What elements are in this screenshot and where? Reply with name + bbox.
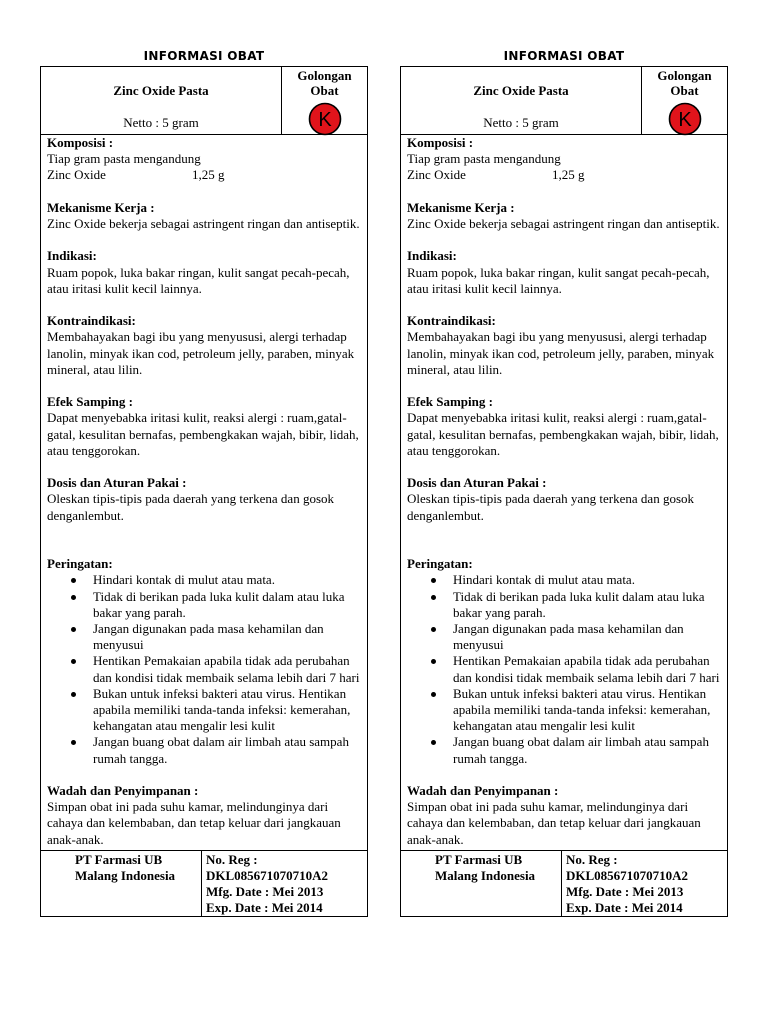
company-name: PT Farmasi UB (435, 851, 523, 867)
mekanisme-text: Zinc Oxide bekerja sebagai astringent ringan dan antiseptik. (47, 216, 360, 231)
reg-number: DKL085671070710A2 (206, 867, 329, 883)
product-name: Zinc Oxide Pasta (113, 83, 209, 98)
dosis-text: Oleskan tipis-tipis pada daerah yang terkena dan gosok denganlembut. (407, 491, 694, 523)
mekanisme-title: Mekanisme Kerja : (407, 199, 515, 215)
registration-cell (561, 851, 727, 916)
card-box (40, 66, 368, 917)
indikasi-title: Indikasi: (47, 248, 97, 264)
reg-label: No. Reg : (566, 851, 618, 867)
reg-number: DKL085671070710A2 (566, 867, 689, 883)
peringatan-item: Bukan untuk infeksi bakteri atau virus. Hentikan apabila memiliki tanda-tanda infeksi: kemerahan, kehangatan atau mengalir lesi kulit (47, 686, 361, 735)
mfg-date: Mfg. Date : Mei 2013 (566, 883, 684, 899)
golongan-cell (641, 67, 727, 134)
mekanisme-text: Zinc Oxide bekerja sebagai astringent ringan dan antiseptik. (407, 216, 720, 231)
komposisi-amount: 1,25 g (552, 167, 585, 183)
wadah-title: Wadah dan Penyimpanan : (47, 783, 199, 799)
product-netto: Netto : 5 gram (123, 115, 199, 130)
k-hard-drug-circle-icon (308, 102, 342, 136)
komposisi-line: Tiap gram pasta mengandung (47, 151, 201, 167)
company-location: Malang Indonesia (435, 867, 536, 883)
golongan-label-line1: Golongan (297, 68, 352, 83)
card-content (401, 135, 727, 850)
golongan-label-line2: Obat (670, 83, 699, 98)
info-card-left (40, 46, 368, 917)
card-footer (41, 850, 367, 916)
k-letter: K (677, 109, 692, 131)
komposisi-row (407, 167, 721, 183)
exp-date: Exp. Date : Mei 2014 (566, 899, 683, 915)
peringatan-item: Tidak di berikan pada luka kulit dalam atau luka bakar yang parah. (407, 589, 721, 621)
card-title: INFORMASI OBAT (143, 49, 265, 63)
indikasi-title: Indikasi: (407, 248, 457, 264)
company-location: Malang Indonesia (75, 867, 176, 883)
product-netto: Netto : 5 gram (483, 115, 559, 130)
peringatan-item: Hentikan Pemakaian apabila tidak ada perubahan dan kondisi tidak membaik selama lebih dari 7 hari (407, 653, 721, 685)
wadah-text: Simpan obat ini pada suhu kamar, melindunginya dari cahaya dan kelembaban, dan tetap keluar dari jangkauan anak-anak. (47, 799, 341, 847)
mfg-date: Mfg. Date : Mei 2013 (206, 883, 324, 899)
peringatan-list (47, 572, 361, 766)
peringatan-title: Peringatan: (47, 556, 113, 572)
peringatan-item: Hindari kontak di mulut atau mata. (47, 572, 361, 588)
peringatan-title: Peringatan: (407, 556, 473, 572)
peringatan-item: Bukan untuk infeksi bakteri atau virus. Hentikan apabila memiliki tanda-tanda infeksi: kemerahan, kehangatan atau mengalir lesi kulit (407, 686, 721, 735)
card-content (41, 135, 367, 850)
peringatan-item: Hindari kontak di mulut atau mata. (407, 572, 721, 588)
product-cell (41, 67, 281, 134)
golongan-cell (281, 67, 367, 134)
card-title: INFORMASI OBAT (503, 49, 625, 63)
k-hard-drug-circle-icon (668, 102, 702, 136)
card-header (401, 67, 727, 135)
indikasi-text: Ruam popok, luka bakar ringan, kulit sangat pecah-pecah, atau iritasi kulit kecil lainnya. (47, 264, 350, 296)
exp-date: Exp. Date : Mei 2014 (206, 899, 323, 915)
golongan-label (642, 68, 727, 98)
peringatan-list (407, 572, 721, 766)
peringatan-item: Jangan buang obat dalam air limbah atau sampah rumah tangga. (47, 734, 361, 766)
komposisi-row (47, 167, 361, 183)
efek-samping-title: Efek Samping : (407, 394, 493, 410)
company-cell (401, 851, 561, 916)
komposisi-line: Tiap gram pasta mengandung (407, 151, 561, 167)
mekanisme-title: Mekanisme Kerja : (47, 199, 155, 215)
dosis-text: Oleskan tipis-tipis pada daerah yang terkena dan gosok denganlembut. (47, 491, 334, 523)
kontraindikasi-title: Kontraindikasi: (47, 313, 136, 329)
dosis-title: Dosis dan Aturan Pakai : (407, 475, 547, 491)
peringatan-item: Hentikan Pemakaian apabila tidak ada perubahan dan kondisi tidak membaik selama lebih dari 7 hari (47, 653, 361, 685)
dosis-title: Dosis dan Aturan Pakai : (47, 475, 187, 491)
komposisi-item: Zinc Oxide (407, 167, 466, 183)
komposisi-item: Zinc Oxide (47, 167, 106, 183)
efek-samping-title: Efek Samping : (47, 394, 133, 410)
kontraindikasi-title: Kontraindikasi: (407, 313, 496, 329)
komposisi-title: Komposisi : (47, 135, 114, 150)
product-cell (401, 67, 641, 134)
company-cell (41, 851, 201, 916)
wadah-text: Simpan obat ini pada suhu kamar, melindunginya dari cahaya dan kelembaban, dan tetap keluar dari jangkauan anak-anak. (407, 799, 701, 847)
golongan-label-line1: Golongan (657, 68, 712, 83)
peringatan-item: Jangan digunakan pada masa kehamilan dan menyusui (407, 621, 721, 653)
indikasi-text: Ruam popok, luka bakar ringan, kulit sangat pecah-pecah, atau iritasi kulit kecil lainnya. (407, 264, 710, 296)
golongan-label (282, 68, 367, 98)
company-name: PT Farmasi UB (75, 851, 163, 867)
komposisi-title: Komposisi : (407, 135, 474, 150)
info-card-right (400, 46, 728, 917)
efek-samping-text: Dapat menyebabka iritasi kulit, reaksi alergi : ruam,gatal-gatal, kesulitan bernafas, pembengkakan wajah, bibir, lidah, atau tenggorokan. (407, 410, 719, 458)
card-header (41, 67, 367, 135)
card-footer (401, 850, 727, 916)
komposisi-amount: 1,25 g (192, 167, 225, 183)
golongan-label-line2: Obat (310, 83, 339, 98)
peringatan-item: Tidak di berikan pada luka kulit dalam atau luka bakar yang parah. (47, 589, 361, 621)
peringatan-item: Jangan buang obat dalam air limbah atau sampah rumah tangga. (407, 734, 721, 766)
kontraindikasi-text: Membahayakan bagi ibu yang menyususi, alergi terhadap lanolin, minyak ikan cod, petroleum jelly, paraben, minyak mineral, atau lilin. (407, 329, 715, 377)
registration-cell (201, 851, 367, 916)
efek-samping-text: Dapat menyebabka iritasi kulit, reaksi alergi : ruam,gatal-gatal, kesulitan bernafas, pembengkakan wajah, bibir, lidah, atau tenggorokan. (47, 410, 359, 458)
reg-label: No. Reg : (206, 851, 258, 867)
k-letter: K (317, 109, 332, 131)
peringatan-item: Jangan digunakan pada masa kehamilan dan menyusui (47, 621, 361, 653)
product-name: Zinc Oxide Pasta (473, 83, 569, 98)
wadah-title: Wadah dan Penyimpanan : (407, 783, 559, 799)
kontraindikasi-text: Membahayakan bagi ibu yang menyususi, alergi terhadap lanolin, minyak ikan cod, petroleum jelly, paraben, minyak mineral, atau lilin. (47, 329, 355, 377)
card-box (400, 66, 728, 917)
